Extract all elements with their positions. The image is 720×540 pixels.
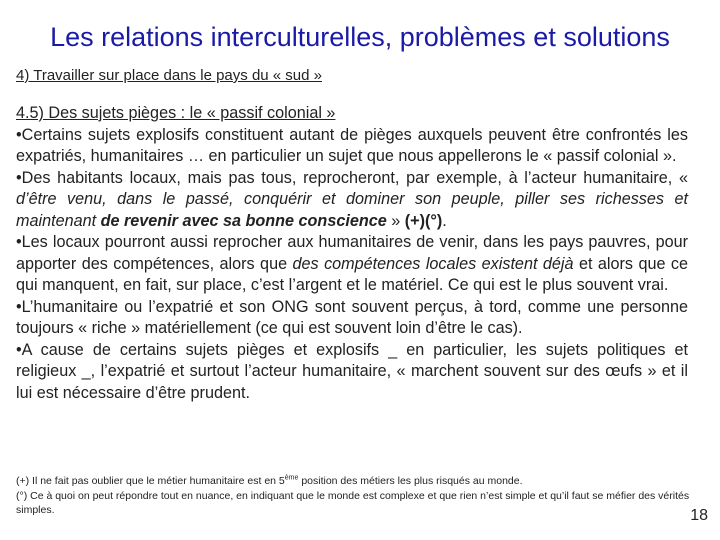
bullet-1: •Certains sujets explosifs constituent autant de pièges auxquels peuvent être confrontés les expatriés, humanitaires … en particulier un sujet que nous appellerons le « passif colonial ». [16,125,688,165]
body-text [16,103,688,404]
page-number: 18 [690,507,708,524]
bullet-3 [16,232,688,297]
bullet-2-quote: d’être venu, dans le passé, conquérir et dominer son peuple, piller ses richesses et maintenant [16,190,688,230]
bullet-2-end: . [442,211,447,230]
footnotes [16,474,696,518]
bullet-4: •L’humanitaire ou l’expatrié et son ONG sont souvent perçus, à tord, comme une personne toujours « riche » matériellement (ce qui est souvent loin d’être le cas). [16,297,688,337]
bullet-5: •A cause de certains sujets pièges et explosifs _ en particulier, les sujets politiques et religieux _, l’expatrié et surtout l’acteur humanitaire, « marchent souvent sur des œufs » et il lui est nécessaire d’être prudent. [16,340,688,402]
bullet-2 [16,168,688,233]
slide-title: Les relations interculturelles, problèmes et solutions [50,22,670,52]
bullet-3-end: et alors que ce qui manquent, en fait, sur place, c’est l’argent et le matériel. Ce qui est le plus souvent vrai. [16,254,688,294]
bullet-2-note-ref: (+)(°) [404,211,443,230]
bullet-2-close: » [386,211,405,230]
bullet-2-text: •Des habitants locaux, mais pas tous, reprocheront, par exemple, à l’acteur humanitaire, « [16,168,688,187]
footnote-2: (°) Ce à quoi on peut répondre tout en nuance, en indiquant que le monde est complexe et que rien n’est simple et qu’il faut se méfier des vérités simples. [16,489,690,516]
footnote-1-sup: ème [284,474,299,482]
bullet-3-italic: des compétences locales existent déjà [292,254,574,273]
section-heading: 4.5) Des sujets pièges : le « passif colonial » [16,104,336,122]
bullet-2-quote-bold: de revenir avec sa bonne conscience [100,211,387,230]
footnote-1 [16,474,696,489]
bullet-3-text: •Les locaux pourront aussi reprocher aux humanitaires de venir, dans les pays pauvres, pour apporter des compétences, alors que [16,233,688,273]
footnote-1-end: position des métiers les plus risqués au monde. [298,475,523,487]
section-subtitle: 4) Travailler sur place dans le pays du « sud » [16,67,322,84]
footnote-1-text: (+) Il ne fait pas oublier que le métier humanitaire est en 5 [16,475,285,487]
